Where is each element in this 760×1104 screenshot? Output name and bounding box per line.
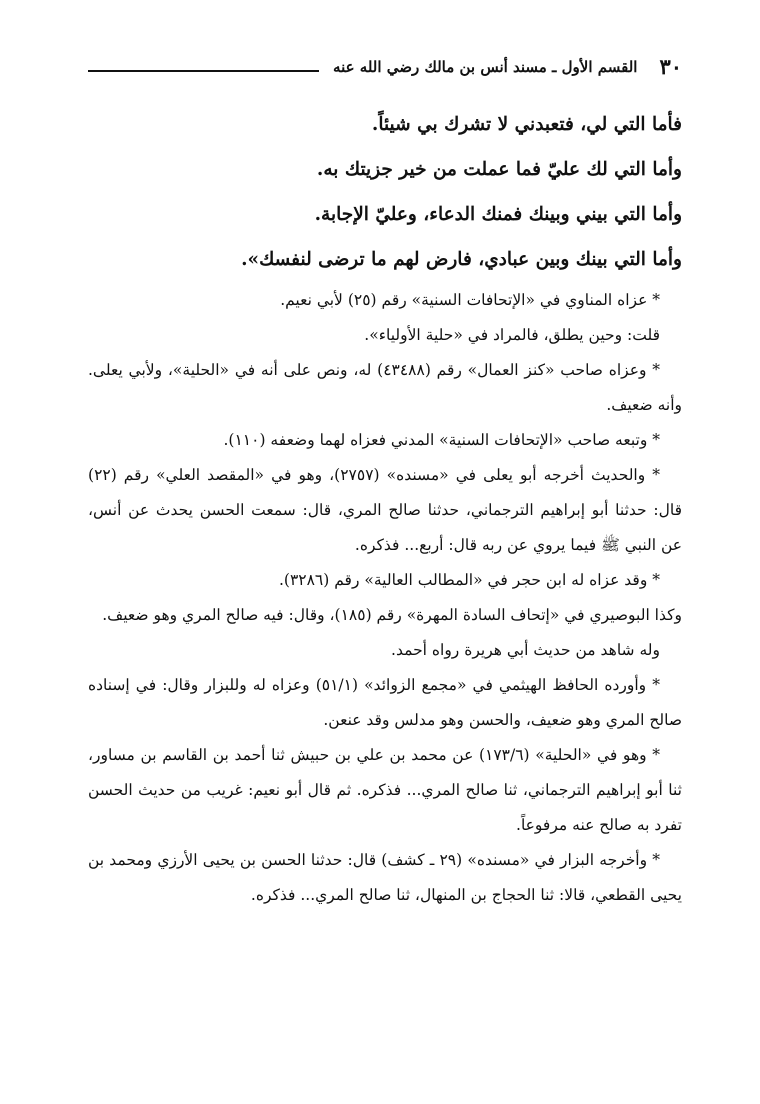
paragraph: * وأورده الحافظ الهيثمي في «مجمع الزوائد» (٥١/١) وعزاه له وللبزار وقال: في إسناده صالح المري وهو ضعيف، والحسن وهو مدلس وقد عنعن. <box>88 676 682 729</box>
paragraph: * وهو في «الحلية» (١٧٣/٦) عن محمد بن علي بن حبيش ثنا أحمد بن القاسم بن مساور، ثنا أبو إبراهيم الترجماني، ثنا صالح المري... فذكره. ثم قال أبو نعيم: غريب من حديث الحسن تفرد به صالح عنه مرفوعاً. <box>88 746 682 834</box>
page-number: ٣٠ <box>659 54 682 79</box>
hadith-line: وأما التي بينك وبين عبادي، فارض لهم ما ترضى لنفسك». <box>241 249 682 270</box>
header-rule <box>88 70 319 72</box>
running-head: القسم الأول ـ مسند أنس بن مالك رضي الله عنه <box>333 58 638 76</box>
paragraph: * عزاه المناوي في «الإتحافات السنية» رقم (٢٥) لأبي نعيم. <box>280 291 660 309</box>
hadith-line: فأما التي لي، فتعبدني لا تشرك بي شيئاً. <box>371 114 682 135</box>
paragraph: * وقد عزاه له ابن حجر في «المطالب العالية» رقم (٣٢٨٦). <box>278 571 660 589</box>
paragraph: * وعزاه صاحب «كنز العمال» رقم (٤٣٤٨٨) له، ونص على أنه في «الحلية»، ولأبي يعلى. وأنه ضعيف. <box>88 361 682 414</box>
paragraph: * وأخرجه البزار في «مسنده» (٢٩ ـ كشف) قال: حدثنا الحسن بن يحيى الأرزي ومحمد بن يحيى القطعي، قالا: ثنا الحجاج بن المنهال، ثنا صالح المري... فذكره. <box>88 851 682 904</box>
paragraph: * وتبعه صاحب «الإتحافات السنية» المدني فعزاه لهما وضعفه (١١٠). <box>223 431 660 449</box>
paragraph: وله شاهد من حديث أبي هريرة رواه أحمد. <box>391 641 660 659</box>
hadith-line: وأما التي بيني وبينك فمنك الدعاء، وعليّ الإجابة. <box>314 204 682 225</box>
paragraph: * والحديث أخرجه أبو يعلى في «مسنده» (٢٧٥٧)، وهو في «المقصد العلي» رقم (٢٢) قال: حدثنا أبو إبراهيم الترجماني، حدثنا صالح المري، قال: سمعت الحسن يحدث عن أنس، عن النبي ﷺ فيما يروي عن ربه قال: أربع... فذكره. <box>88 466 682 554</box>
hadith-line: وأما التي لك عليّ فما عملت من خير جزيتك به. <box>316 159 682 180</box>
page-header <box>88 52 682 82</box>
commentary <box>88 283 682 913</box>
paragraph: وكذا البوصيري في «إتحاف السادة المهرة» رقم (١٨٥)، وقال: فيه صالح المري وهو ضعيف. <box>102 606 682 624</box>
paragraph: قلت: وحين يطلق، فالمراد في «حلية الأولياء». <box>364 326 660 344</box>
hadith-text <box>88 102 682 282</box>
